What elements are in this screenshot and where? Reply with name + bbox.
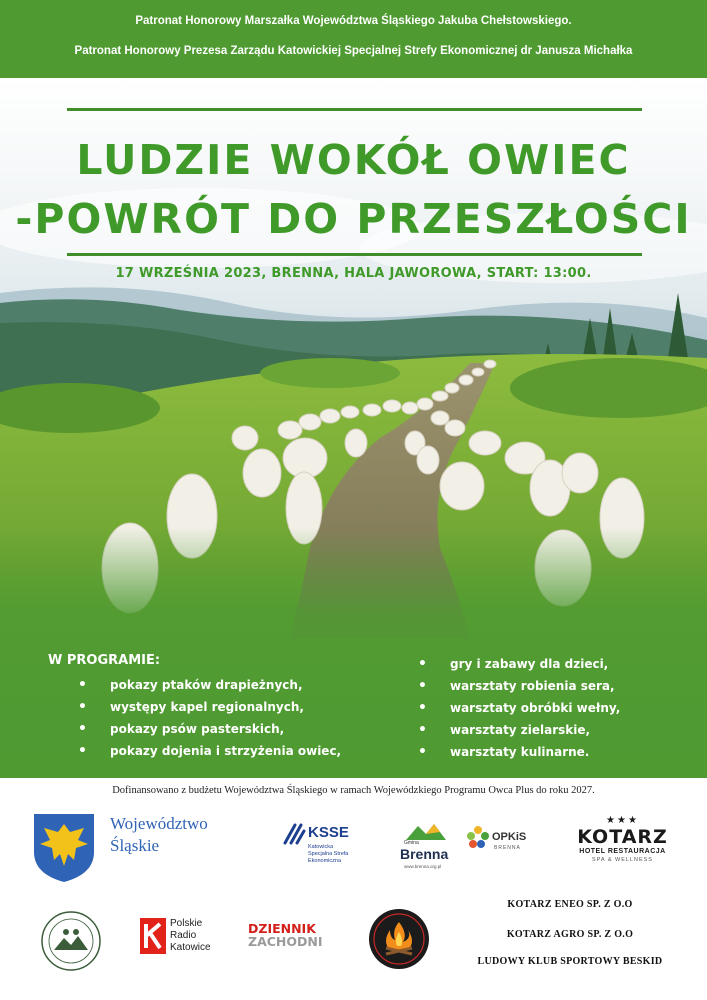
brenna-mountains-icon bbox=[406, 822, 446, 840]
kotarz-stars: ★★★ bbox=[606, 815, 639, 826]
logo-radio-text bbox=[170, 918, 211, 954]
program-list-left bbox=[78, 674, 341, 762]
logo-dziennik-line1: DZIENNIK bbox=[248, 921, 316, 936]
logo-opkis-sub: BRENNA bbox=[494, 845, 521, 851]
logo-wojewodztwo-line2: Śląskie bbox=[110, 836, 160, 855]
list-item: • warsztaty obróbki wełny, bbox=[418, 697, 620, 719]
campfire-badge-icon bbox=[368, 908, 430, 970]
logo-radio-line2: Radio bbox=[170, 930, 197, 941]
opkis-flower-icon bbox=[466, 825, 490, 849]
list-item: • warsztaty kulinarne. bbox=[418, 741, 620, 763]
title-rule-top bbox=[67, 108, 642, 111]
logo-kotarz-line2: SPA & WELLNESS bbox=[592, 857, 653, 863]
logo-dziennik-zachodni bbox=[248, 922, 328, 952]
event-details: 17 WRZEŚNIA 2023, BRENNA, HALA JAWOROWA, START: 13:00. bbox=[115, 266, 592, 281]
list-item: • występy kapel regionalnych, bbox=[78, 696, 341, 718]
folk-dancers-seal-icon bbox=[40, 910, 102, 972]
radio-k-icon bbox=[140, 918, 166, 954]
logo-ksse-line2: Specjalna Strefa bbox=[308, 851, 349, 857]
logo-wojewodztwo-line1: Województwo bbox=[110, 814, 208, 833]
logo-ksse-subtitle bbox=[308, 844, 348, 865]
list-item: • pokazy psów pasterskich, bbox=[78, 718, 341, 740]
logo-folk-association-seal bbox=[40, 910, 102, 972]
list-item: • gry i zabawy dla dzieci, bbox=[418, 653, 620, 675]
list-item: • warsztaty robienia sera, bbox=[418, 675, 620, 697]
logo-ksse bbox=[282, 818, 372, 878]
logo-ksse-name: KSSE bbox=[308, 824, 349, 841]
title-rule-bottom bbox=[67, 253, 642, 256]
logo-ksse-line3: Ekonomiczna bbox=[308, 858, 342, 864]
event-title-line-1: LUDZIE WOKÓŁ OWIEC bbox=[76, 136, 631, 184]
patronage-banner bbox=[0, 0, 707, 78]
patronage-ksse: Patronat Honorowy Prezesa Zarządu Katowickiej Specjalnej Strefy Ekonomicznej dr Janusza Michałka bbox=[74, 45, 633, 57]
funding-note: Dofinansowano z budżetu Województwa Śląskiego w ramach Wojewódzkiego Programu Owca Plus do roku 2027. bbox=[112, 785, 595, 796]
program-section bbox=[0, 638, 707, 778]
logo-gmina-brenna bbox=[398, 822, 458, 872]
list-item: • pokazy ptaków drapieżnych, bbox=[78, 674, 341, 696]
logo-kotarz bbox=[575, 815, 670, 877]
eagle-crest-icon bbox=[32, 812, 96, 884]
logo-opkis bbox=[466, 825, 536, 865]
logo-radio-line1: Polskie bbox=[170, 918, 203, 929]
logo-dziennik-line2: ZACHODNI bbox=[248, 934, 323, 949]
logo-kotarz-name: KOTARZ bbox=[577, 826, 668, 848]
logo-brenna-small: Gmina bbox=[404, 840, 419, 846]
program-list-right bbox=[418, 653, 620, 763]
list-item: • pokazy dojenia i strzyżenia owiec, bbox=[78, 740, 341, 762]
logo-brenna-name: Brenna bbox=[400, 846, 449, 862]
logo-ksse-line1: Katowicka bbox=[308, 844, 334, 850]
sponsor-kotarz-eneo: KOTARZ ENEO SP. Z O.O bbox=[507, 899, 633, 910]
logo-kotarz-line1: HOTEL RESTAURACJA bbox=[579, 848, 666, 855]
ksse-mark-icon bbox=[282, 822, 306, 846]
logo-radio-line3: Katowice bbox=[170, 942, 211, 953]
logo-wojewodztwo-slaskie bbox=[32, 812, 212, 884]
patronage-marshal: Patronat Honorowy Marszałka Województwa Śląskiego Jakuba Chełstowskiego. bbox=[135, 15, 572, 27]
hero-photo bbox=[0, 78, 707, 778]
list-item: • warsztaty zielarskie, bbox=[418, 719, 620, 741]
logo-polskie-radio-katowice bbox=[140, 918, 220, 958]
logo-brenna-url: www.brenna.org.pl bbox=[404, 864, 442, 869]
program-heading: W PROGRAMIE: bbox=[48, 653, 161, 668]
logo-fire-club bbox=[368, 908, 430, 970]
event-title-line-2: -POWRÓT DO PRZESZŁOŚCI bbox=[15, 195, 692, 243]
sponsor-lks-beskid: LUDOWY KLUB SPORTOWY BESKID bbox=[477, 956, 663, 967]
sponsor-kotarz-agro: KOTARZ AGRO SP. Z O.O bbox=[506, 929, 634, 940]
logo-opkis-name: OPKiS bbox=[492, 831, 527, 843]
